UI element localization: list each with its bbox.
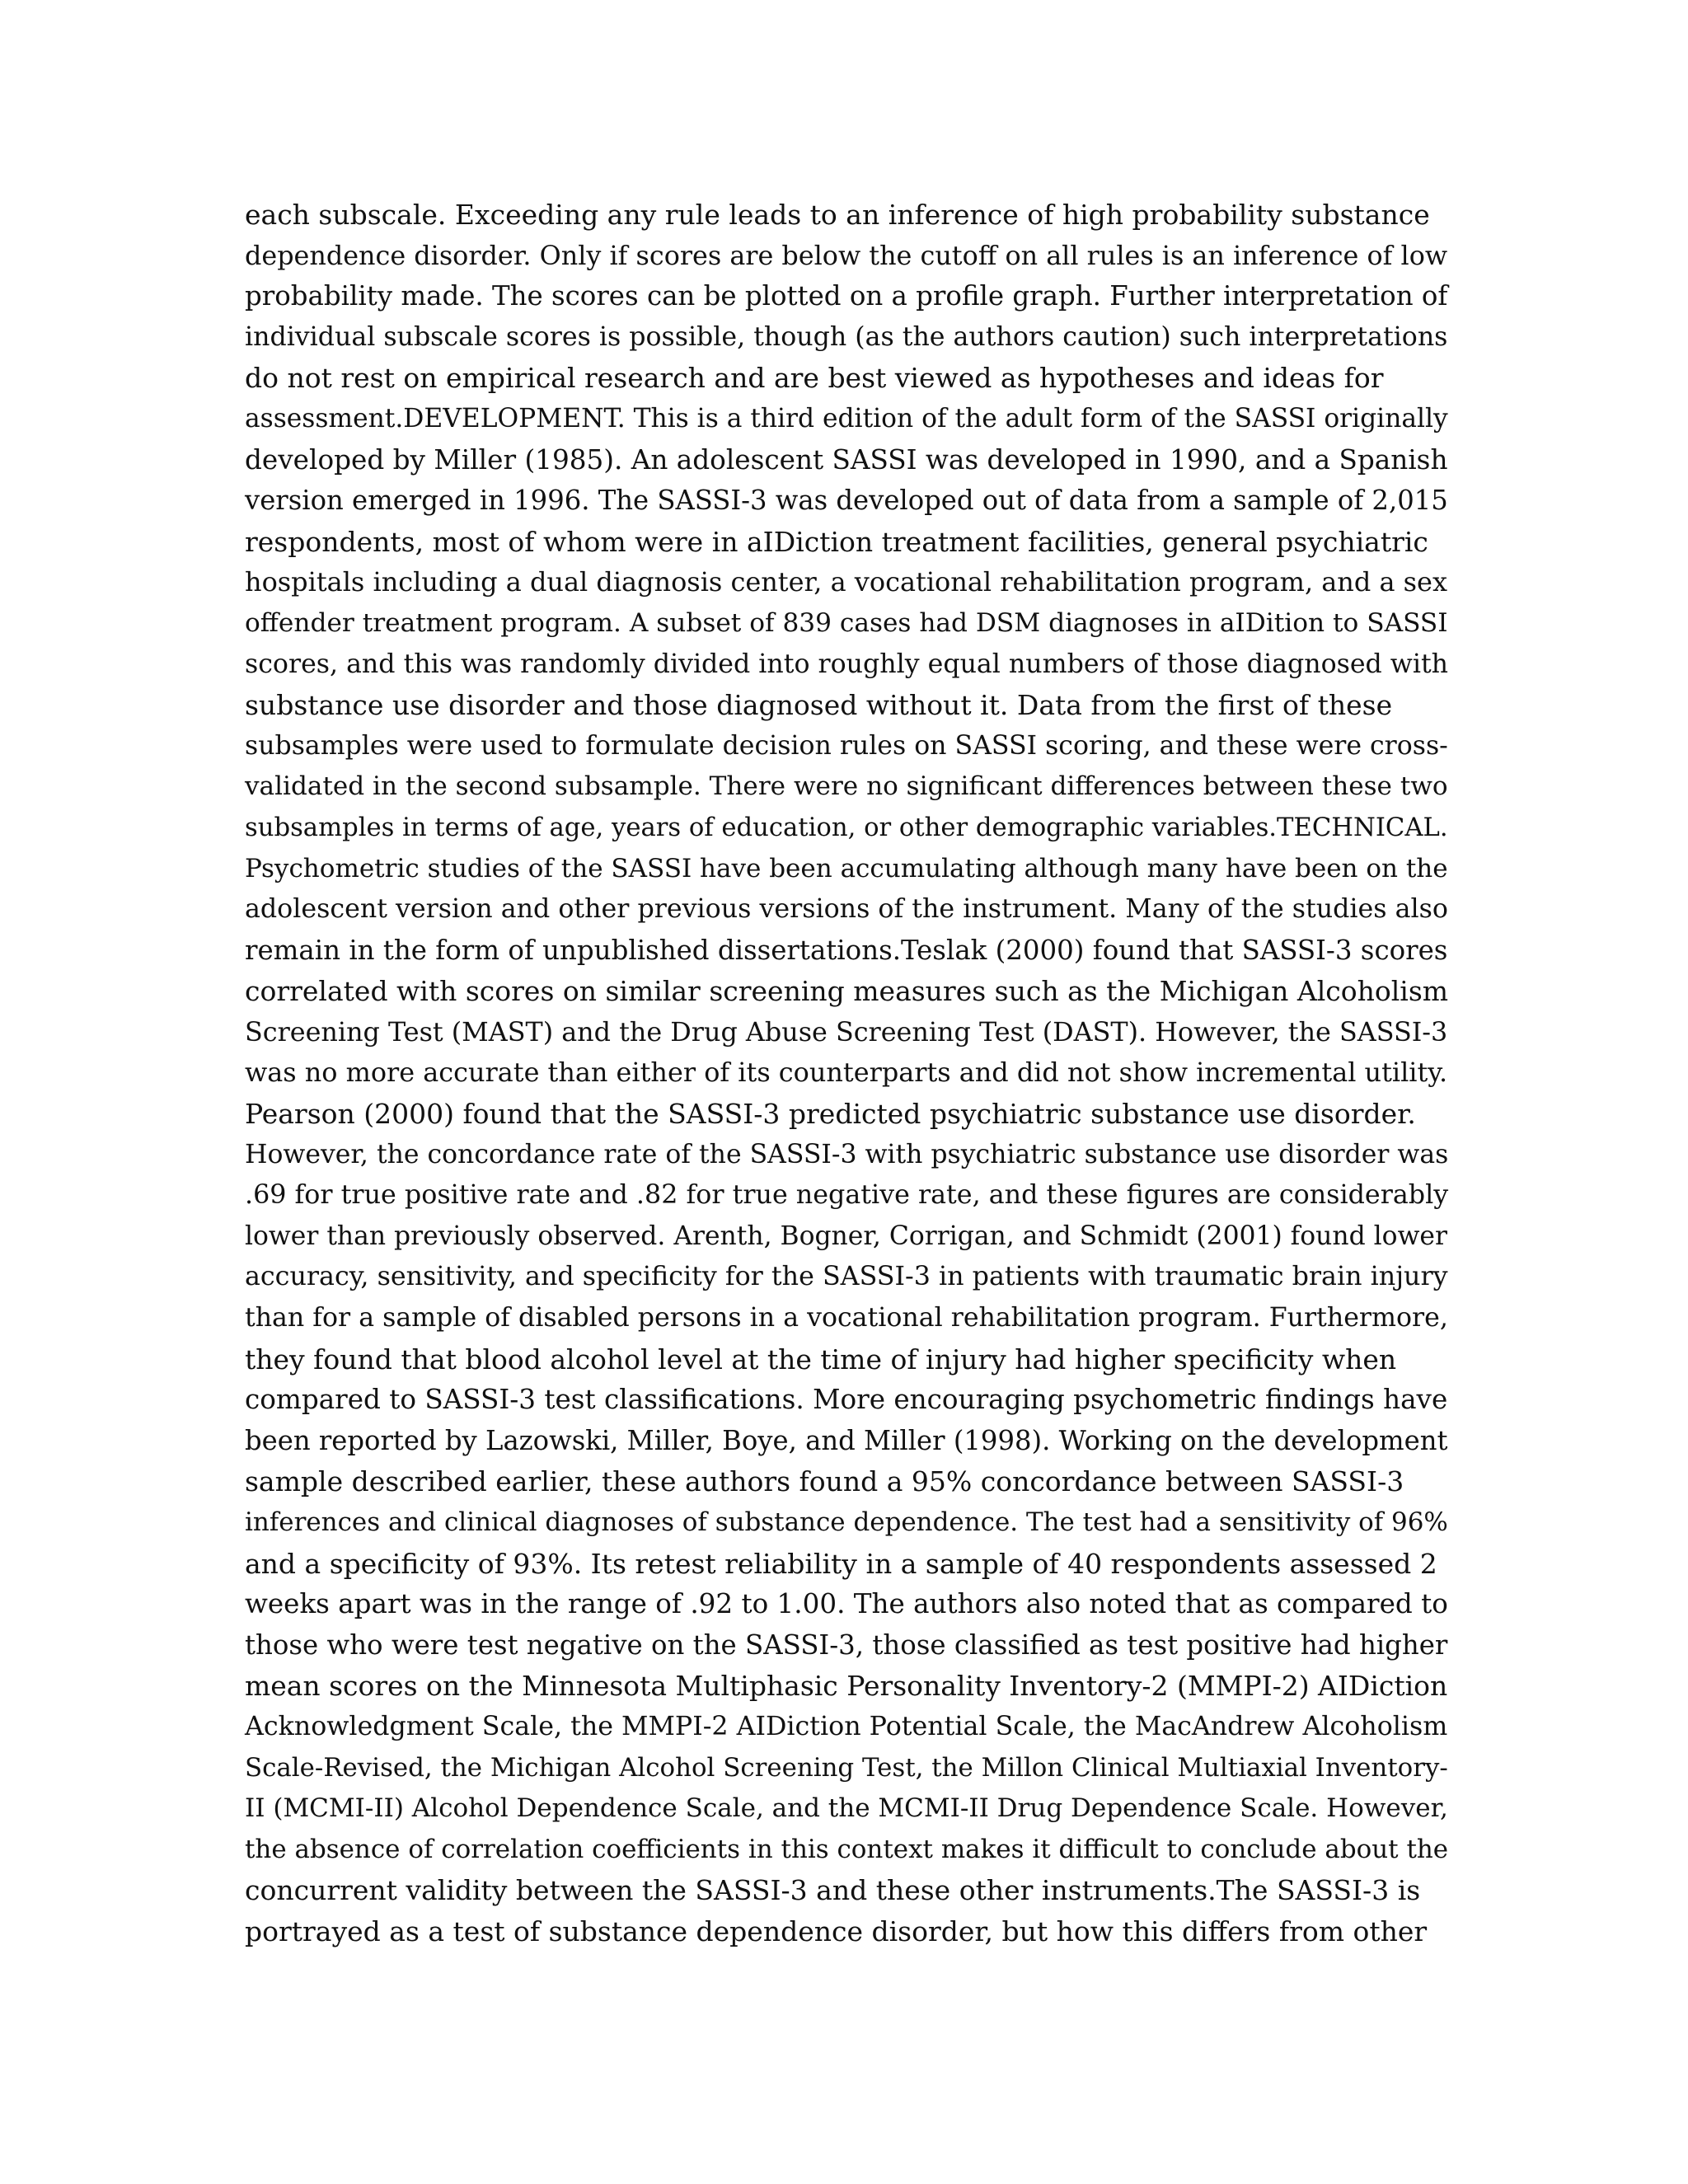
text-line: portrayed as a test of substance dependence disorder, but how this differs from other: [245, 1915, 1428, 1947]
text-line: subsamples were used to formulate decision rules on SASSI scoring, and these were cross-: [245, 730, 1448, 761]
body-text: [245, 194, 1448, 1952]
text-line: compared to SASSI-3 test classifications. More encouraging psychometric findings have: [245, 1384, 1448, 1416]
text-line: scores, and this was randomly divided into roughly equal numbers of those diagnosed with: [245, 649, 1449, 679]
text-line: remain in the form of unpublished dissertations.Teslak (2000) found that SASSI-3 scores: [245, 934, 1448, 966]
text-line: than for a sample of disabled persons in a vocational rehabilitation program. Furthermore,: [245, 1303, 1448, 1333]
text-line: II (MCMI-II) Alcohol Dependence Scale, and the MCMI-II Drug Dependence Scale. However,: [245, 1793, 1448, 1824]
text-line: adolescent version and other previous versions of the instrument. Many of the studies also: [245, 894, 1448, 925]
text-line: Pearson (2000) found that the SASSI-3 predicted psychiatric substance use disorder.: [245, 1098, 1416, 1131]
text-line: the absence of correlation coefficients in this context makes it difficult to conclude about the: [245, 1834, 1449, 1864]
text-line: correlated with scores on similar screening measures such as the Michigan Alcoholism: [245, 975, 1449, 1008]
text-line: Scale-Revised, the Michigan Alcohol Screening Test, the Millon Clinical Multiaxial Inventory-: [245, 1752, 1448, 1783]
text-line: sample described earlier, these authors found a 95% concordance between SASSI-3: [245, 1465, 1404, 1498]
text-line: However, the concordance rate of the SASSI-3 with psychiatric substance use disorder was: [245, 1139, 1449, 1169]
text-line: Screening Test (MAST) and the Drug Abuse Screening Test (DAST). However, the SASSI-3: [245, 1016, 1448, 1047]
text-line: substance use disorder and those diagnosed without it. Data from the first of these: [245, 689, 1393, 722]
text-line: hospitals including a dual diagnosis center, a vocational rehabilitation program, and a sex: [245, 566, 1447, 598]
text-line: validated in the second subsample. There were no significant differences between these two: [245, 771, 1448, 802]
text-line: was no more accurate than either of its counterparts and did not show incremental utility.: [245, 1057, 1448, 1089]
text-line: mean scores on the Minnesota Multiphasic Personality Inventory-2 (MMPI-2) AIDiction: [245, 1670, 1448, 1703]
text-line: weeks apart was in the range of .92 to 1.00. The authors also noted that as compared to: [245, 1588, 1448, 1620]
text-line: Acknowledgment Scale, the MMPI-2 AIDiction Potential Scale, the MacAndrew Alcoholism: [245, 1711, 1448, 1741]
text-line: those who were test negative on the SASSI-3, those classified as test positive had higher: [245, 1629, 1448, 1661]
text-line: inferences and clinical diagnoses of substance dependence. The test had a sensitivity of 96%: [245, 1507, 1448, 1537]
text-line: respondents, most of whom were in aIDiction treatment facilities, general psychiatric: [245, 525, 1428, 558]
text-line: they found that blood alcohol level at the time of injury had higher specificity when: [245, 1343, 1397, 1376]
text-line: .69 for true positive rate and .82 for true negative rate, and these figures are considerably: [245, 1180, 1449, 1211]
text-line: Psychometric studies of the SASSI have been accumulating although many have been on the: [245, 853, 1448, 883]
text-line: do not rest on empirical research and are best viewed as hypotheses and ideas for: [245, 362, 1384, 395]
text-line: probability made. The scores can be plotted on a profile graph. Further interpretation of: [245, 280, 1448, 312]
text-line: concurrent validity between the SASSI-3 and these other instruments.The SASSI-3 is: [245, 1874, 1421, 1907]
text-line: subsamples in terms of age, years of education, or other demographic variables.TECHNICAL.: [245, 813, 1448, 842]
text-line: version emerged in 1996. The SASSI-3 was developed out of data from a sample of 2,015: [245, 485, 1448, 517]
text-line: developed by Miller (1985). An adolescent SASSI was developed in 1990, and a Spanish: [245, 443, 1448, 476]
text-line: been reported by Lazowski, Miller, Boye, and Miller (1998). Working on the development: [245, 1424, 1448, 1456]
text-line: offender treatment program. A subset of 839 cases had DSM diagnoses in aIDition to SASSI: [245, 607, 1448, 638]
text-line: assessment.DEVELOPMENT. This is a third edition of the adult form of the SASSI originally: [245, 403, 1448, 434]
text-line: dependence disorder. Only if scores are below the cutoff on all rules is an inference of low: [245, 239, 1448, 271]
text-line: accuracy, sensitivity, and specificity for the SASSI-3 in patients with traumatic brain injury: [245, 1262, 1448, 1292]
text-line: lower than previously observed. Arenth, Bogner, Corrigan, and Schmidt (2001) found lower: [245, 1221, 1447, 1251]
text-line: and a specificity of 93%. Its retest reliability in a sample of 40 respondents assessed 2: [245, 1547, 1437, 1580]
text-line: individual subscale scores is possible, though (as the authors caution) such interpretations: [245, 321, 1448, 352]
text-line: each subscale. Exceeding any rule leads to an inference of high probability substance: [245, 199, 1430, 231]
